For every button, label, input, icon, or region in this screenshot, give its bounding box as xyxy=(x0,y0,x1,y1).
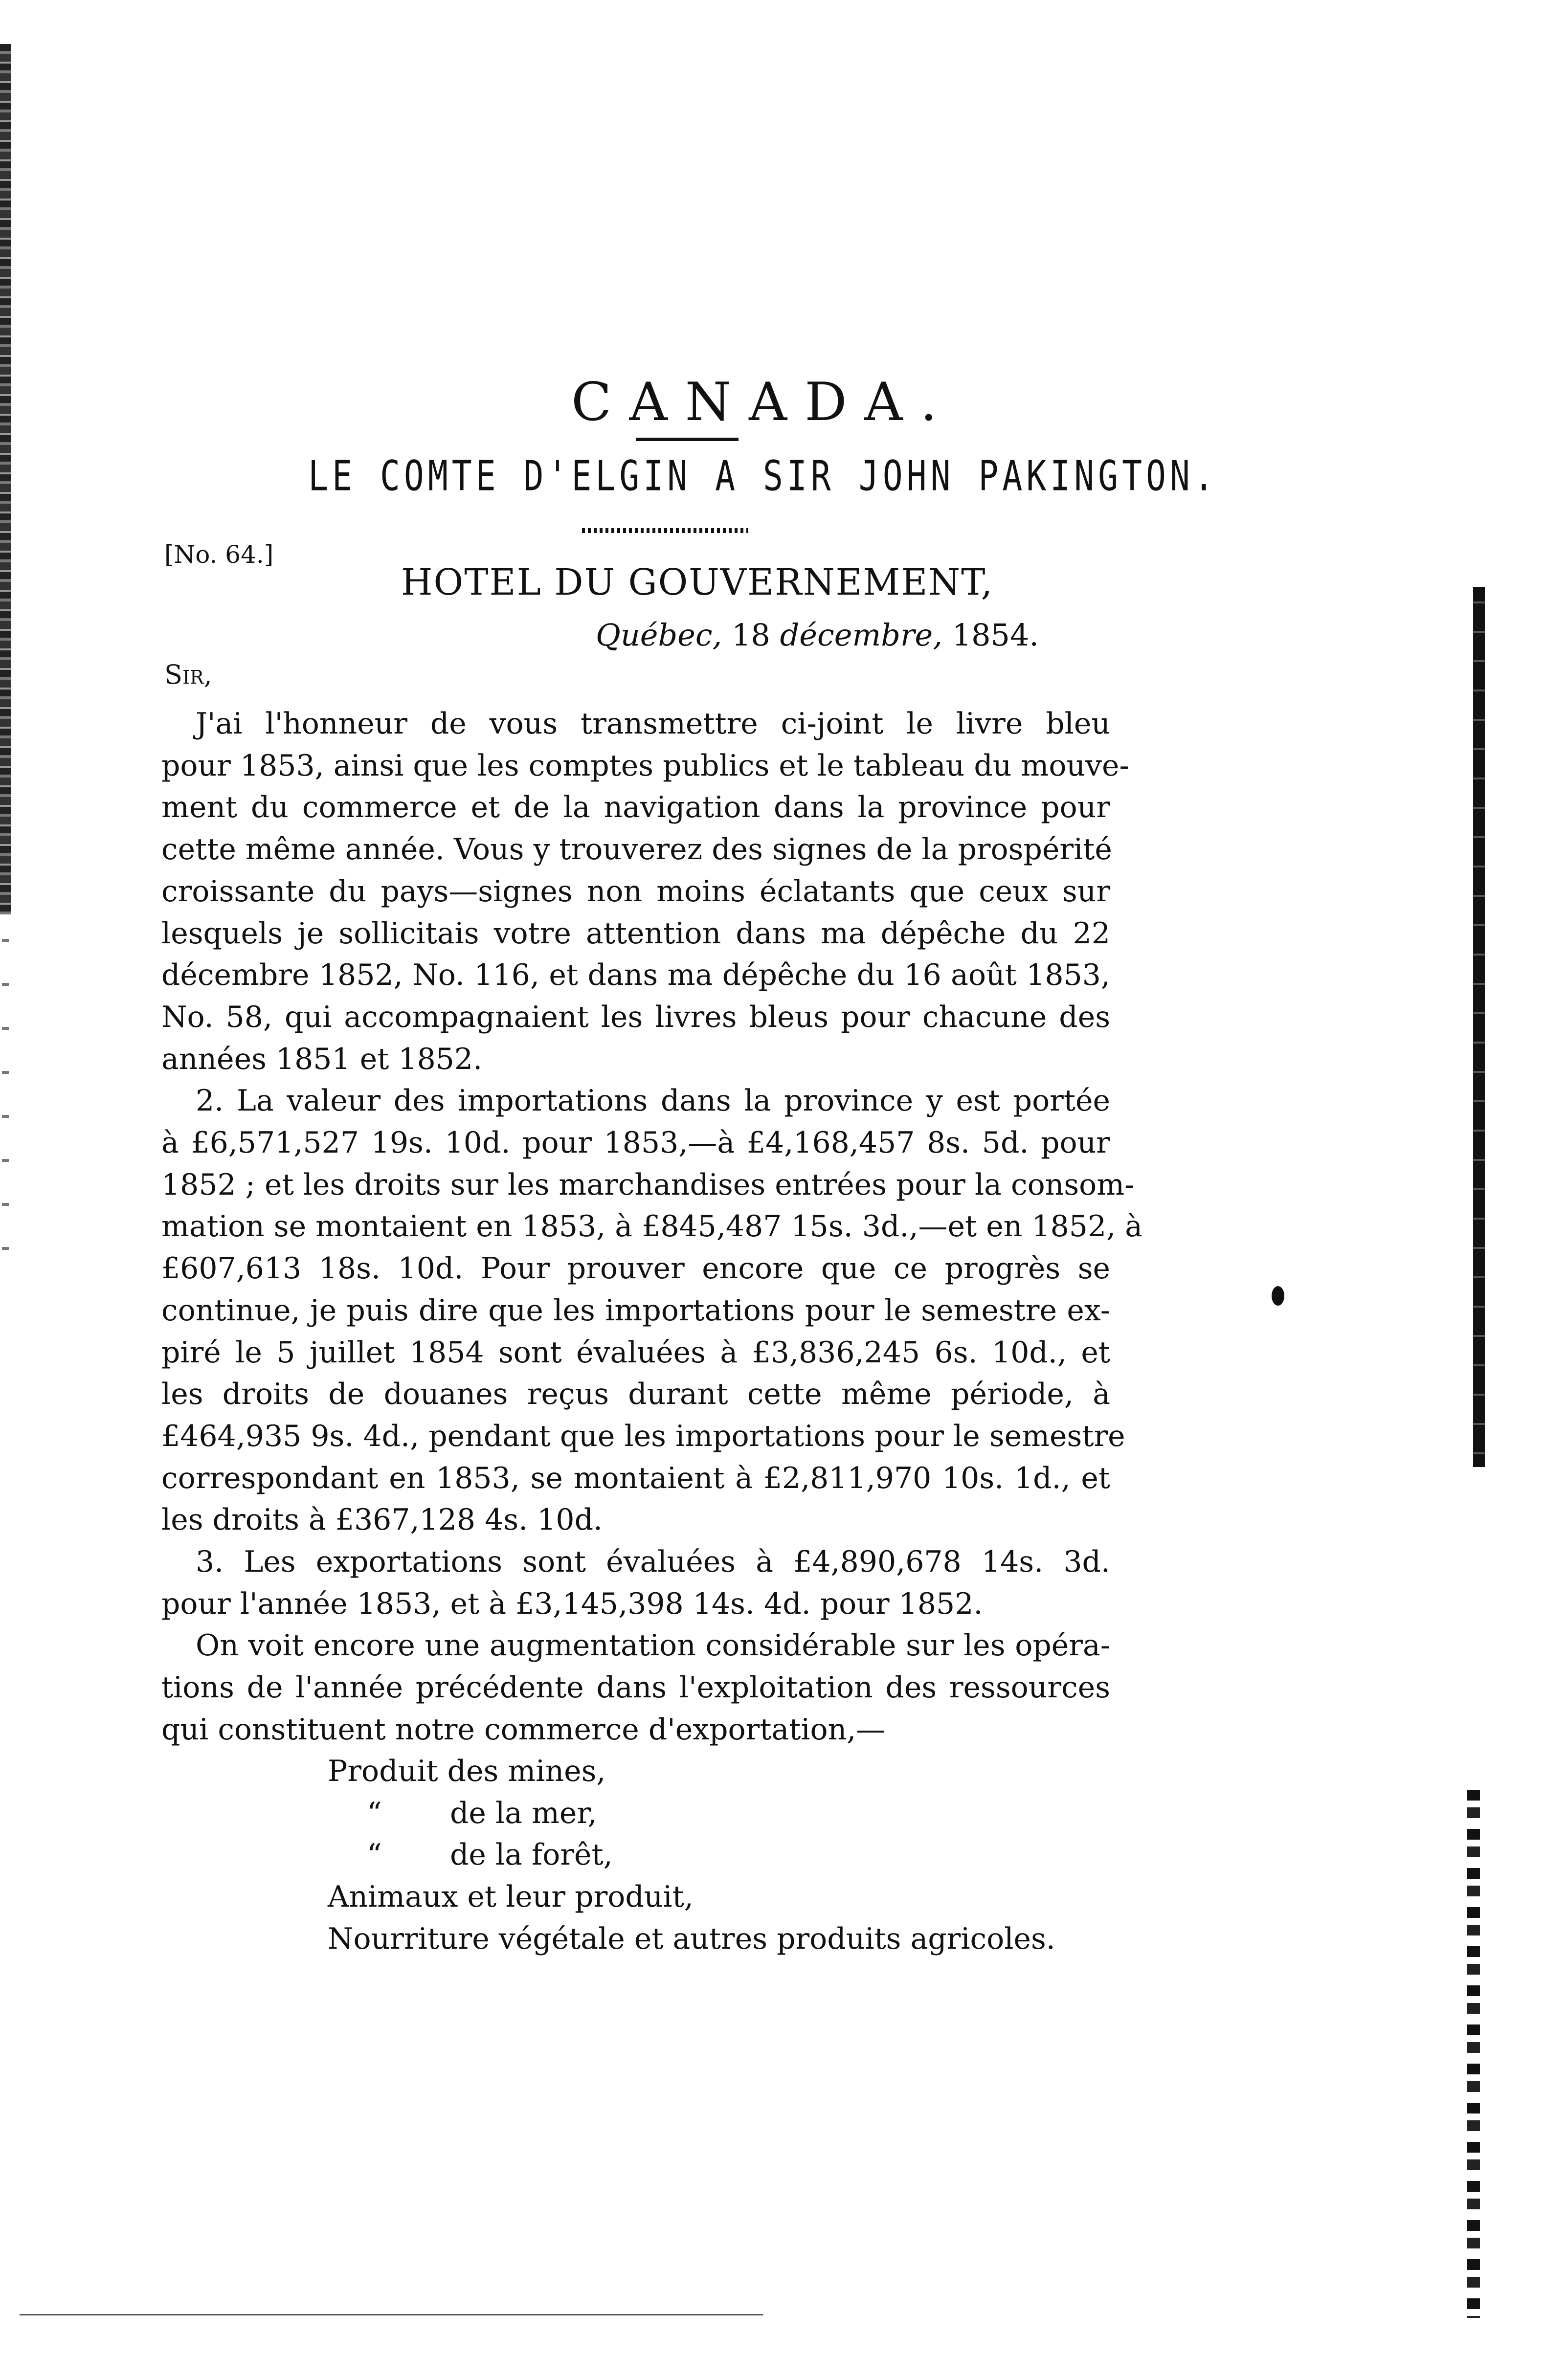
body-line: pour 1853, ainsi que les comptes publics et le tableau du mouve- xyxy=(161,748,1129,783)
body-line: croissante du pays—signes non moins éclatants que ceux sur xyxy=(161,874,1110,909)
scan-edge-left xyxy=(0,44,11,914)
body-line: les droits de douanes reçus durant cette même période, à xyxy=(161,1377,1110,1412)
body-line: correspondant en 1853, se montaient à £2,811,970 10s. 1d., et xyxy=(161,1461,1110,1495)
list-item xyxy=(328,1793,1159,1835)
body-line: tions de l'année précédente dans l'exploitation des ressources xyxy=(161,1670,1110,1705)
salutation: Sir, xyxy=(164,659,212,690)
dateline-year: 1854. xyxy=(952,617,1039,653)
ditto-mark: “ xyxy=(367,1796,382,1830)
body-line: continue, je puis dire que les importations pour le semestre ex- xyxy=(161,1293,1110,1328)
dateline xyxy=(596,617,1039,653)
scan-edge-right-marks xyxy=(1467,1790,1480,2318)
body-line: ment du commerce et de la navigation dans la province pour xyxy=(161,790,1110,825)
letter-heading: LE COMTE D'ELGIN A SIR JOHN PAKINGTON. xyxy=(308,452,1218,501)
export-list xyxy=(328,1751,1159,1960)
body-line: piré le 5 juillet 1854 sont évaluées à £3,836,245 6s. 10d., et xyxy=(161,1335,1110,1370)
decorative-wavy-rule xyxy=(582,528,748,533)
body-line: qui constituent notre commerce d'exportation,— xyxy=(161,1712,886,1747)
list-item-text: de la forêt, xyxy=(450,1838,613,1872)
body-line: 3. Les exportations sont évaluées à £4,890,678 14s. 3d. xyxy=(196,1545,1110,1579)
body-line: 1852 ; et les droits sur les marchandises entrées pour la consom- xyxy=(161,1167,1135,1202)
body-line: £464,935 9s. 4d., pendant que les importations pour le semestre xyxy=(161,1419,1125,1453)
dateline-city: Québec, xyxy=(596,617,722,653)
list-item-text: de la mer, xyxy=(450,1796,597,1830)
body-line: à £6,571,527 19s. 10d. pour 1853,—à £4,168,457 8s. 5d. pour xyxy=(161,1126,1110,1160)
body-line: mation se montaient en 1853, à £845,487 15s. 3d.,—et en 1852, à xyxy=(161,1209,1143,1244)
sender-location: HOTEL DU GOUVERNEMENT, xyxy=(401,561,994,603)
body-line: les droits à £367,128 4s. 10d. xyxy=(161,1503,603,1537)
body-line: pour l'année 1853, et à £3,145,398 14s. 4d. pour 1852. xyxy=(161,1586,983,1621)
list-item: Animaux et leur produit, xyxy=(328,1880,694,1914)
body-line: lesquels je sollicitais votre attention dans ma dépêche du 22 xyxy=(161,916,1110,951)
body-line: décembre 1852, No. 116, et dans ma dépêche du 16 août 1853, xyxy=(161,958,1110,993)
page-title: CANADA. xyxy=(571,372,955,433)
list-item: Nourriture végétale et autres produits agricoles. xyxy=(328,1921,1055,1956)
body-line: £607,613 18s. 10d. Pour prouver encore que ce progrès se xyxy=(161,1251,1110,1286)
scan-edge-left-marks xyxy=(2,919,9,1262)
ink-blot xyxy=(1272,1286,1284,1306)
title-underline xyxy=(636,438,739,441)
body-line: cette même année. Vous y trouverez des signes de la prospérité xyxy=(161,832,1112,867)
letter-body xyxy=(161,703,1143,1751)
ditto-mark: “ xyxy=(367,1838,382,1872)
bottom-stray-rule xyxy=(20,2314,763,2315)
body-line: 2. La valeur des importations dans la province y est portée xyxy=(196,1084,1110,1118)
dateline-month: décembre, xyxy=(780,617,942,653)
list-item: Produit des mines, xyxy=(328,1754,606,1788)
body-line: No. 58, qui accompagnaient les livres bleus pour chacune des xyxy=(161,1000,1110,1034)
dispatch-number: [No. 64.] xyxy=(164,540,274,569)
dateline-day: 18 xyxy=(731,617,770,653)
scan-edge-right xyxy=(1473,587,1485,1467)
body-line: J'ai l'honneur de vous transmettre ci-joint le livre bleu xyxy=(196,707,1110,741)
list-item xyxy=(328,1834,1159,1876)
body-line: années 1851 et 1852. xyxy=(161,1042,483,1076)
body-line: On voit encore une augmentation considérable sur les opéra- xyxy=(196,1628,1110,1663)
